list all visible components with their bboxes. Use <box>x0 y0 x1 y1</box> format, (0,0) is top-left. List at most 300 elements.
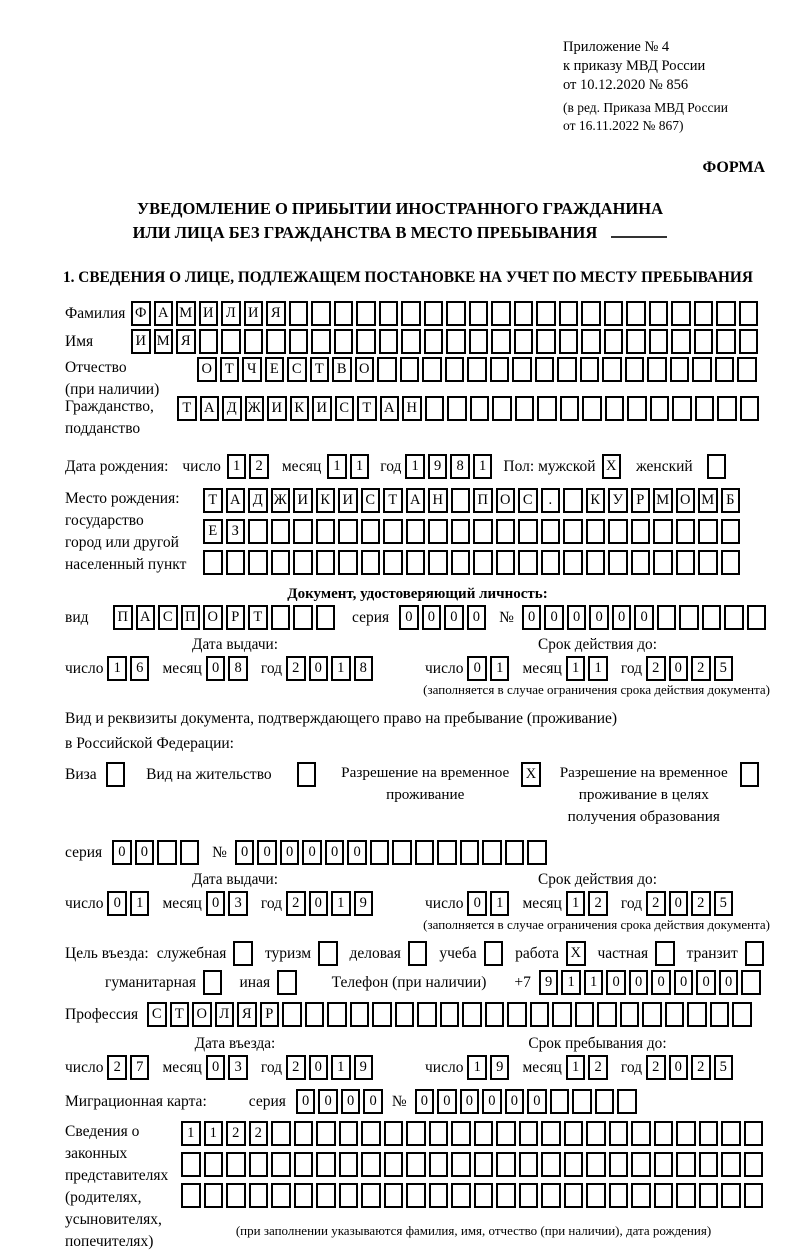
char-box[interactable] <box>181 1183 201 1208</box>
char-box[interactable] <box>361 1121 381 1146</box>
birthplace-boxes-row3[interactable] <box>203 550 743 575</box>
char-box[interactable] <box>293 605 313 630</box>
char-box[interactable] <box>249 1152 269 1177</box>
char-box[interactable] <box>626 329 646 354</box>
char-box[interactable] <box>505 840 525 865</box>
char-box[interactable]: С <box>158 605 178 630</box>
char-box[interactable] <box>657 605 677 630</box>
char-box[interactable] <box>564 1183 584 1208</box>
char-box[interactable]: И <box>199 301 219 326</box>
birthplace-boxes-row1[interactable] <box>203 488 743 513</box>
entry-month-boxes[interactable] <box>206 1055 251 1080</box>
char-box[interactable] <box>676 1152 696 1177</box>
char-box[interactable]: Е <box>203 519 223 544</box>
char-box[interactable] <box>715 357 735 382</box>
char-box[interactable]: 1 <box>566 1055 586 1080</box>
checkbox-turizm[interactable] <box>318 941 341 966</box>
char-box[interactable] <box>356 329 376 354</box>
char-box[interactable] <box>415 840 435 865</box>
char-box[interactable] <box>654 1152 674 1177</box>
char-box[interactable] <box>474 1121 494 1146</box>
char-box[interactable] <box>699 1183 719 1208</box>
char-box[interactable] <box>581 301 601 326</box>
char-box[interactable] <box>557 357 577 382</box>
char-box[interactable]: 1 <box>588 656 608 681</box>
char-box[interactable]: М <box>653 488 673 513</box>
char-box[interactable] <box>518 550 538 575</box>
stay-year-boxes[interactable] <box>646 1055 736 1080</box>
char-box[interactable] <box>474 1152 494 1177</box>
char-box[interactable]: 0 <box>544 605 564 630</box>
char-box[interactable]: 0 <box>135 840 155 865</box>
char-box[interactable]: 8 <box>354 656 374 681</box>
char-box[interactable] <box>203 970 223 995</box>
char-box[interactable]: М <box>698 488 718 513</box>
char-box[interactable] <box>339 1121 359 1146</box>
char-box[interactable] <box>631 1183 651 1208</box>
char-box[interactable] <box>289 329 309 354</box>
representatives-boxes-row3[interactable] <box>181 1183 766 1208</box>
char-box[interactable]: Н <box>402 396 422 421</box>
migration-series-boxes[interactable] <box>296 1089 386 1114</box>
char-box[interactable]: 5 <box>714 891 734 916</box>
char-box[interactable] <box>541 550 561 575</box>
char-box[interactable]: 2 <box>588 891 608 916</box>
char-box[interactable] <box>460 840 480 865</box>
char-box[interactable] <box>496 519 516 544</box>
checkbox-chastnaya[interactable] <box>655 941 678 966</box>
char-box[interactable]: Д <box>248 488 268 513</box>
resid-issue-day-boxes[interactable] <box>107 891 152 916</box>
char-box[interactable] <box>654 1121 674 1146</box>
char-box[interactable] <box>642 1002 662 1027</box>
char-box[interactable] <box>672 396 692 421</box>
checkbox-rabota[interactable] <box>566 941 589 966</box>
entry-day-boxes[interactable] <box>107 1055 152 1080</box>
entry-year-boxes[interactable] <box>286 1055 376 1080</box>
char-box[interactable]: 0 <box>296 1089 316 1114</box>
stay-day-boxes[interactable] <box>467 1055 512 1080</box>
char-box[interactable] <box>698 519 718 544</box>
char-box[interactable] <box>338 550 358 575</box>
char-box[interactable] <box>339 1183 359 1208</box>
char-box[interactable] <box>316 1183 336 1208</box>
char-box[interactable] <box>204 1152 224 1177</box>
char-box[interactable] <box>327 1002 347 1027</box>
char-box[interactable]: Е <box>265 357 285 382</box>
char-box[interactable] <box>496 1121 516 1146</box>
migration-number-boxes[interactable] <box>415 1089 640 1114</box>
char-box[interactable] <box>451 488 471 513</box>
char-box[interactable]: О <box>355 357 375 382</box>
char-box[interactable] <box>541 519 561 544</box>
char-box[interactable]: Т <box>220 357 240 382</box>
char-box[interactable] <box>710 1002 730 1027</box>
char-box[interactable]: А <box>154 301 174 326</box>
checkbox-temp-residence[interactable] <box>521 762 544 787</box>
char-box[interactable] <box>425 396 445 421</box>
char-box[interactable] <box>739 301 759 326</box>
char-box[interactable]: В <box>332 357 352 382</box>
char-box[interactable]: О <box>496 488 516 513</box>
checkbox-sluzhebnaya[interactable] <box>233 941 256 966</box>
char-box[interactable] <box>203 550 223 575</box>
char-box[interactable] <box>401 301 421 326</box>
char-box[interactable] <box>563 488 583 513</box>
resid-series-boxes[interactable] <box>112 840 202 865</box>
char-box[interactable]: 1 <box>490 656 510 681</box>
char-box[interactable] <box>383 550 403 575</box>
char-box[interactable] <box>370 840 390 865</box>
char-box[interactable] <box>732 1002 752 1027</box>
char-box[interactable] <box>289 301 309 326</box>
char-box[interactable] <box>620 1002 640 1027</box>
char-box[interactable]: 0 <box>669 891 689 916</box>
char-box[interactable] <box>625 357 645 382</box>
char-box[interactable] <box>271 519 291 544</box>
char-box[interactable] <box>361 1183 381 1208</box>
char-box[interactable] <box>519 1152 539 1177</box>
char-box[interactable] <box>451 1152 471 1177</box>
char-box[interactable] <box>233 941 253 966</box>
char-box[interactable]: 3 <box>228 891 248 916</box>
char-box[interactable] <box>406 1152 426 1177</box>
char-box[interactable]: Д <box>222 396 242 421</box>
char-box[interactable] <box>226 1152 246 1177</box>
char-box[interactable] <box>282 1002 302 1027</box>
char-box[interactable] <box>721 519 741 544</box>
char-box[interactable]: 1 <box>350 454 370 479</box>
char-box[interactable]: X <box>602 454 622 479</box>
char-box[interactable]: 0 <box>347 840 367 865</box>
char-box[interactable] <box>401 329 421 354</box>
char-box[interactable] <box>563 519 583 544</box>
char-box[interactable]: 9 <box>428 454 448 479</box>
char-box[interactable] <box>491 301 511 326</box>
char-box[interactable] <box>266 329 286 354</box>
char-box[interactable] <box>647 357 667 382</box>
resid-valid-day-boxes[interactable] <box>467 891 512 916</box>
char-box[interactable] <box>586 550 606 575</box>
char-box[interactable]: У <box>608 488 628 513</box>
char-box[interactable] <box>560 396 580 421</box>
char-box[interactable]: 1 <box>107 656 127 681</box>
char-box[interactable]: С <box>518 488 538 513</box>
char-box[interactable] <box>744 1121 764 1146</box>
char-box[interactable]: И <box>293 488 313 513</box>
char-box[interactable] <box>226 550 246 575</box>
char-box[interactable]: 2 <box>691 656 711 681</box>
char-box[interactable] <box>199 329 219 354</box>
char-box[interactable] <box>334 329 354 354</box>
char-box[interactable] <box>316 550 336 575</box>
char-box[interactable]: О <box>676 488 696 513</box>
char-box[interactable] <box>445 357 465 382</box>
char-box[interactable]: Н <box>428 488 448 513</box>
char-box[interactable] <box>305 1002 325 1027</box>
char-box[interactable]: 9 <box>354 891 374 916</box>
char-box[interactable] <box>469 329 489 354</box>
char-box[interactable]: 2 <box>691 891 711 916</box>
char-box[interactable]: А <box>406 488 426 513</box>
char-box[interactable] <box>604 301 624 326</box>
char-box[interactable] <box>408 941 428 966</box>
char-box[interactable]: 0 <box>719 970 739 995</box>
char-box[interactable] <box>429 1152 449 1177</box>
char-box[interactable] <box>350 1002 370 1027</box>
char-box[interactable] <box>334 301 354 326</box>
char-box[interactable] <box>294 1183 314 1208</box>
id-number-boxes[interactable] <box>522 605 770 630</box>
char-box[interactable]: 7 <box>130 1055 150 1080</box>
char-box[interactable] <box>564 1152 584 1177</box>
id-valid-year-boxes[interactable] <box>646 656 736 681</box>
resid-issue-month-boxes[interactable] <box>206 891 251 916</box>
char-box[interactable] <box>395 1002 415 1027</box>
char-box[interactable] <box>316 1152 336 1177</box>
char-box[interactable]: 0 <box>669 656 689 681</box>
id-issue-year-boxes[interactable] <box>286 656 376 681</box>
char-box[interactable]: 0 <box>696 970 716 995</box>
char-box[interactable]: 0 <box>206 656 226 681</box>
checkbox-male[interactable] <box>602 454 625 479</box>
char-box[interactable] <box>473 519 493 544</box>
char-box[interactable]: 2 <box>226 1121 246 1146</box>
char-box[interactable]: И <box>131 329 151 354</box>
char-box[interactable] <box>293 550 313 575</box>
checkbox-residence-permit[interactable] <box>297 762 320 787</box>
char-box[interactable]: 0 <box>482 1089 502 1114</box>
char-box[interactable] <box>484 941 504 966</box>
char-box[interactable] <box>451 1183 471 1208</box>
char-box[interactable] <box>527 840 547 865</box>
char-box[interactable] <box>507 1002 527 1027</box>
char-box[interactable] <box>653 550 673 575</box>
char-box[interactable]: X <box>521 762 541 787</box>
char-box[interactable] <box>631 1152 651 1177</box>
char-box[interactable]: 0 <box>674 970 694 995</box>
birthplace-boxes-row2[interactable] <box>203 519 743 544</box>
char-box[interactable] <box>338 519 358 544</box>
char-box[interactable]: Т <box>310 357 330 382</box>
char-box[interactable] <box>277 970 297 995</box>
char-box[interactable] <box>541 1183 561 1208</box>
char-box[interactable]: 0 <box>422 605 442 630</box>
char-box[interactable] <box>559 301 579 326</box>
char-box[interactable] <box>451 1121 471 1146</box>
char-box[interactable] <box>400 357 420 382</box>
char-box[interactable] <box>737 357 757 382</box>
char-box[interactable] <box>514 329 534 354</box>
char-box[interactable]: 0 <box>280 840 300 865</box>
char-box[interactable]: Т <box>383 488 403 513</box>
char-box[interactable]: С <box>287 357 307 382</box>
char-box[interactable]: И <box>244 301 264 326</box>
char-box[interactable] <box>379 329 399 354</box>
char-box[interactable]: 0 <box>629 970 649 995</box>
char-box[interactable] <box>740 396 760 421</box>
char-box[interactable]: 0 <box>341 1089 361 1114</box>
checkbox-edu-residence[interactable] <box>740 762 763 787</box>
char-box[interactable]: 0 <box>651 970 671 995</box>
id-series-boxes[interactable] <box>399 605 489 630</box>
char-box[interactable] <box>617 1089 637 1114</box>
char-box[interactable]: Л <box>221 301 241 326</box>
char-box[interactable]: 5 <box>714 1055 734 1080</box>
char-box[interactable]: 1 <box>561 970 581 995</box>
char-box[interactable] <box>482 840 502 865</box>
representatives-boxes-row2[interactable] <box>181 1152 766 1177</box>
char-box[interactable]: А <box>200 396 220 421</box>
char-box[interactable]: Т <box>177 396 197 421</box>
char-box[interactable] <box>581 329 601 354</box>
checkbox-gumanitarnaya[interactable] <box>203 970 226 995</box>
char-box[interactable]: 1 <box>327 454 347 479</box>
char-box[interactable]: Ч <box>242 357 262 382</box>
char-box[interactable] <box>377 357 397 382</box>
char-box[interactable] <box>627 396 647 421</box>
char-box[interactable]: С <box>361 488 381 513</box>
char-box[interactable] <box>428 519 448 544</box>
char-box[interactable]: З <box>226 519 246 544</box>
char-box[interactable] <box>716 329 736 354</box>
char-box[interactable] <box>496 1183 516 1208</box>
resid-number-boxes[interactable] <box>235 840 550 865</box>
char-box[interactable]: Р <box>631 488 651 513</box>
char-box[interactable] <box>406 1121 426 1146</box>
char-box[interactable] <box>429 1183 449 1208</box>
char-box[interactable]: 2 <box>286 891 306 916</box>
char-box[interactable] <box>716 301 736 326</box>
char-box[interactable]: А <box>226 488 246 513</box>
char-box[interactable] <box>595 1089 615 1114</box>
char-box[interactable]: Я <box>266 301 286 326</box>
char-box[interactable] <box>582 396 602 421</box>
char-box[interactable]: О <box>203 605 223 630</box>
char-box[interactable]: Т <box>170 1002 190 1027</box>
id-issue-month-boxes[interactable] <box>206 656 251 681</box>
char-box[interactable] <box>559 329 579 354</box>
char-box[interactable] <box>717 396 737 421</box>
char-box[interactable]: 0 <box>567 605 587 630</box>
char-box[interactable] <box>609 1121 629 1146</box>
char-box[interactable]: 0 <box>589 605 609 630</box>
char-box[interactable] <box>702 605 722 630</box>
char-box[interactable] <box>676 1183 696 1208</box>
char-box[interactable]: 0 <box>634 605 654 630</box>
char-box[interactable] <box>406 1183 426 1208</box>
char-box[interactable] <box>608 519 628 544</box>
citizenship-boxes[interactable] <box>177 396 762 421</box>
char-box[interactable] <box>515 396 535 421</box>
char-box[interactable] <box>316 1121 336 1146</box>
char-box[interactable]: 1 <box>227 454 247 479</box>
char-box[interactable] <box>721 1152 741 1177</box>
char-box[interactable]: 1 <box>473 454 493 479</box>
char-box[interactable] <box>699 1152 719 1177</box>
char-box[interactable] <box>552 1002 572 1027</box>
char-box[interactable] <box>518 519 538 544</box>
char-box[interactable]: 1 <box>130 891 150 916</box>
char-box[interactable] <box>316 605 336 630</box>
char-box[interactable]: 0 <box>302 840 322 865</box>
char-box[interactable]: 0 <box>112 840 132 865</box>
char-box[interactable]: 1 <box>181 1121 201 1146</box>
char-box[interactable] <box>519 1183 539 1208</box>
char-box[interactable] <box>541 1121 561 1146</box>
char-box[interactable] <box>469 301 489 326</box>
char-box[interactable]: И <box>338 488 358 513</box>
char-box[interactable] <box>721 1183 741 1208</box>
char-box[interactable]: 0 <box>522 605 542 630</box>
char-box[interactable] <box>695 396 715 421</box>
char-box[interactable] <box>597 1002 617 1027</box>
char-box[interactable] <box>649 329 669 354</box>
char-box[interactable]: 0 <box>467 891 487 916</box>
char-box[interactable]: 2 <box>691 1055 711 1080</box>
char-box[interactable] <box>575 1002 595 1027</box>
char-box[interactable]: 0 <box>107 891 127 916</box>
char-box[interactable] <box>744 1183 764 1208</box>
birth-month-boxes[interactable] <box>327 454 372 479</box>
char-box[interactable] <box>580 357 600 382</box>
char-box[interactable] <box>384 1152 404 1177</box>
char-box[interactable] <box>608 550 628 575</box>
resid-valid-year-boxes[interactable] <box>646 891 736 916</box>
char-box[interactable] <box>422 357 442 382</box>
char-box[interactable] <box>653 519 673 544</box>
char-box[interactable] <box>467 357 487 382</box>
char-box[interactable]: Т <box>357 396 377 421</box>
char-box[interactable]: 5 <box>714 656 734 681</box>
char-box[interactable]: Ф <box>131 301 151 326</box>
char-box[interactable] <box>294 1152 314 1177</box>
char-box[interactable] <box>721 1121 741 1146</box>
birth-year-boxes[interactable] <box>405 454 495 479</box>
char-box[interactable] <box>626 301 646 326</box>
char-box[interactable] <box>586 1183 606 1208</box>
char-box[interactable] <box>248 519 268 544</box>
char-box[interactable]: 8 <box>450 454 470 479</box>
char-box[interactable] <box>271 1183 291 1208</box>
char-box[interactable]: 1 <box>584 970 604 995</box>
birth-day-boxes[interactable] <box>227 454 272 479</box>
checkbox-tranzit[interactable] <box>745 941 768 966</box>
char-box[interactable]: К <box>316 488 336 513</box>
char-box[interactable] <box>679 605 699 630</box>
char-box[interactable]: 0 <box>460 1089 480 1114</box>
char-box[interactable] <box>180 840 200 865</box>
char-box[interactable] <box>744 1152 764 1177</box>
char-box[interactable] <box>586 1121 606 1146</box>
char-box[interactable]: 0 <box>206 891 226 916</box>
char-box[interactable] <box>271 1121 291 1146</box>
char-box[interactable] <box>631 550 651 575</box>
char-box[interactable]: 0 <box>669 1055 689 1080</box>
char-box[interactable] <box>271 605 291 630</box>
char-box[interactable]: 1 <box>331 1055 351 1080</box>
char-box[interactable]: П <box>113 605 133 630</box>
given-name-boxes[interactable] <box>131 329 761 354</box>
char-box[interactable] <box>492 396 512 421</box>
char-box[interactable]: 3 <box>228 1055 248 1080</box>
char-box[interactable] <box>361 1152 381 1177</box>
char-box[interactable] <box>406 519 426 544</box>
char-box[interactable] <box>226 1183 246 1208</box>
char-box[interactable] <box>676 550 696 575</box>
char-box[interactable] <box>462 1002 482 1027</box>
checkbox-ucheba[interactable] <box>484 941 507 966</box>
